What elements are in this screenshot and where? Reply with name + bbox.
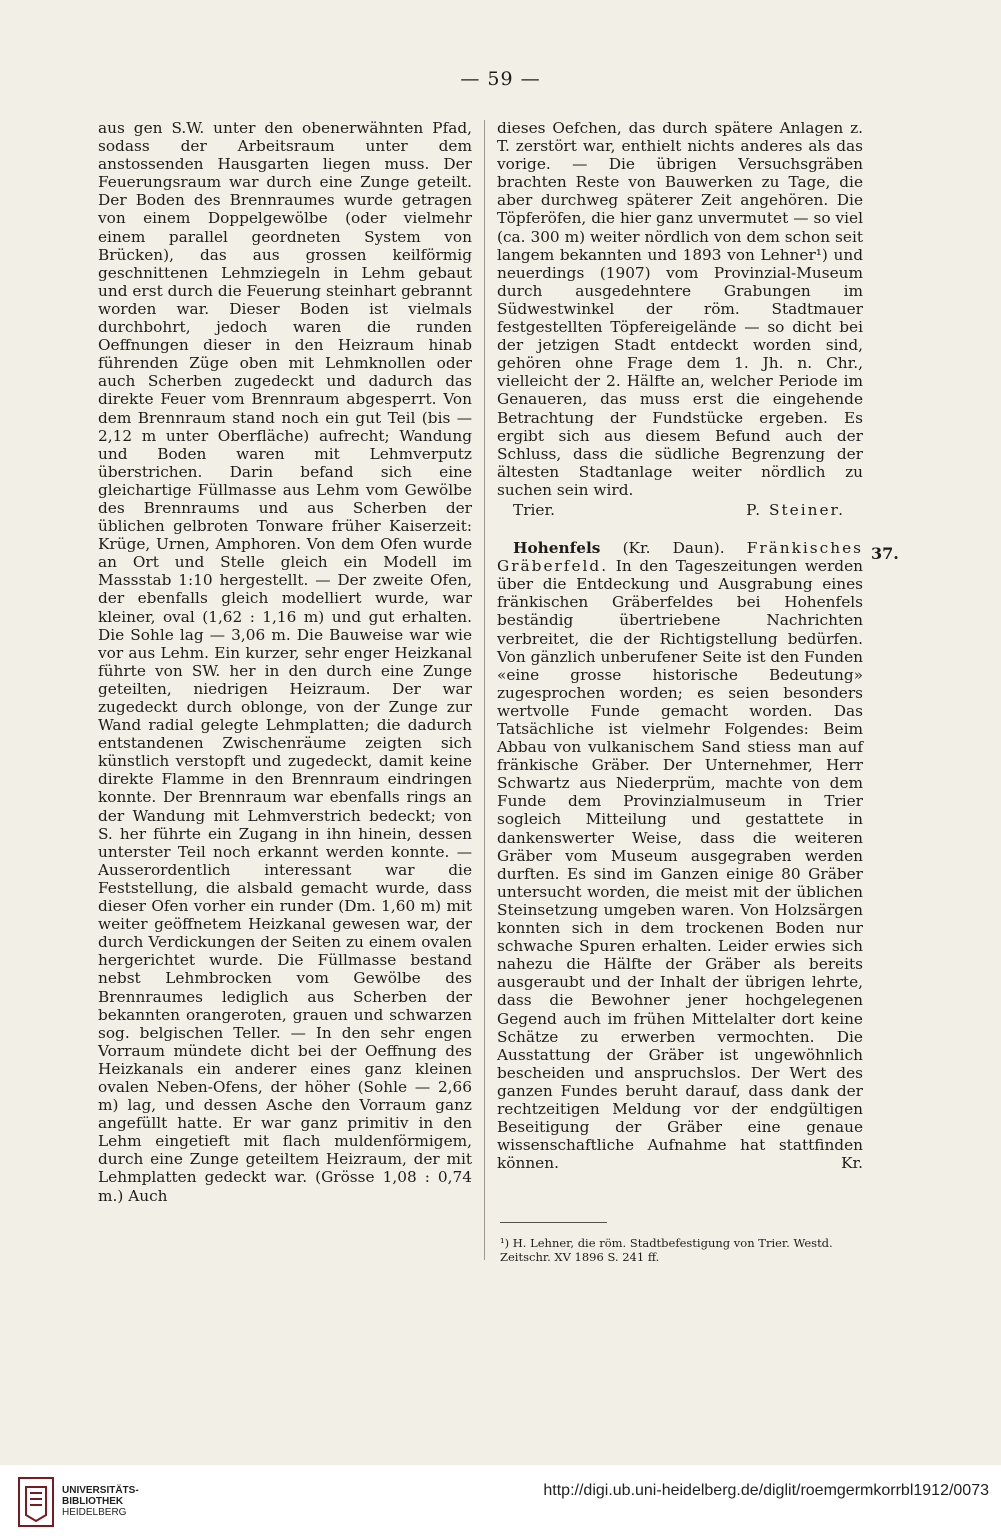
footnote-rule (500, 1222, 607, 1223)
library-name (62, 1485, 139, 1518)
footnote: ¹) H. Lehner, die röm. Stadtbefestigung von Trier. Westd. Zeitschr. XV 1896 S. 241 ff. (500, 1236, 833, 1264)
column-divider (484, 120, 485, 1260)
page-number: — 59 — (460, 68, 541, 90)
footer-bar (0, 1465, 1001, 1539)
section-heading-topic: Fränkisches Gräberfeld. (497, 539, 863, 576)
section-paragraph (497, 539, 863, 1172)
signature-place: Trier. (513, 500, 555, 519)
library-logo-icon (18, 1477, 54, 1527)
section-number: 37. (871, 544, 899, 563)
permalink-url[interactable]: http://digi.ub.uni-heidelberg.de/diglit/roemgermkorrbl1912/0073 (543, 1482, 989, 1499)
library-name-line-1: UNIVERSITÄTS- (62, 1485, 139, 1496)
article-signature (497, 501, 863, 519)
section-heading-place: Hohenfels (513, 539, 601, 558)
section-heading-district: (Kr. Daun). (622, 539, 725, 558)
right-column (497, 119, 863, 1172)
signature-author: P. Steiner. (746, 500, 845, 519)
library-name-line-3: HEIDELBERG (62, 1507, 127, 1518)
left-column (98, 119, 472, 1205)
right-column-paragraph-1: dieses Oefchen, das durch spätere Anlagen z. T. zerstört war, enthielt nichts anderes als das vorige. — Die übrigen Versuchsgräben brachten Reste von Bauwerken zu Tage, die aber durchweg späterer Zeit angehören. Die Töpferöfen, die hier ganz unvermutet — so viel (ca. 300 m) weiter nördlich von dem schon seit langem bekannten und 1893 von Lehner¹) und neuerdings (1907) vom Provinzial-Museum durch ausgedehntere Grabungen im Südwestwinkel der röm. Stadtmauer festgestellten Töpfereigelände — so dicht bei der jetzigen Stadt entdeckt worden sind, gehören ohne Frage dem 1. Jh. n. Chr., vielleicht der 2. Hälfte an, welcher Periode im Genaueren, das muss erst die eingehende Betrachtung der Fundstücke ergeben. Es ergibt sich aus diesem Befund auch der Schluss, dass die südliche Begrenzung der ältesten Stadtanlage weiter nördlich zu suchen sein wird. (497, 119, 863, 499)
paragraph-2-signature: Kr. (841, 1154, 863, 1173)
left-column-paragraph: aus gen S.W. unter den obenerwähnten Pfad, sodass der Arbeitsraum unter dem anstossenden Hausgarten liegen muss. Der Feuerungsraum war durch eine Zunge geteilt. Der Boden des Brennraumes wurde getragen von einem Doppelgewölbe (oder vielmehr einem parallel geordneten System von Brücken), das aus grossen keilförmig geschnittenen Lehmziegeln in Lehm gebaut und erst durch die Feuerung steinhart gebrannt worden war. Dieser Boden ist vielmals durchbohrt, jedoch waren die runden Oeffnungen dieser in den Heizraum hinab führenden Züge oben mit Lehmknollen oder auch Scherben zugedeckt und dadurch das direkte Feuer vom Brennraum abgesperrt. Von dem Brennraum stand noch ein gut Teil (bis — 2,12 m unter Oberfläche) aufrecht; Wandung und Boden waren mit Lehmverputz überstrichen. Darin befand sich eine gleichartige Füllmasse aus Lehm vom Gewölbe des Brennraums und aus Scherben der üblichen gelbroten Tonware früher Kaiserzeit: Krüge, Urnen, Amphoren. Von dem Ofen wurde an Ort und Stelle gleich ein Modell im Massstab 1:10 hergestellt. — Der zweite Ofen, der ebenfalls gleich modelliert wurde, war kleiner, oval (1,62 : 1,16 m) und gut erhalten. Die Sohle lag — 3,06 m. Die Bauweise war wie vor aus Lehm. Ein kurzer, sehr enger Heizkanal führte von SW. her in den durch eine Zunge geteilten, niedrigen Heizraum. Der war zugedeckt durch oblonge, von der Zunge zur Wand radial gelegte Lehmplatten; die dadurch entstandenen Zwischenräume zeigten sich künstlich verstopft und zugedeckt, damit keine direkte Flamme in den Brennraum eindringen konnte. Der Brennraum war ebenfalls rings an der Wandung mit Lehmverstrich bedeckt; von S. her führte ein Zugang in ihn hinein, dessen unterster Teil noch erkannt werden konnte. — Ausserordentlich interessant war die Feststellung, die alsbald gemacht wurde, dass dieser Ofen vorher ein runder (Dm. 1,60 m) mit weiter geöffnetem Heizkanal gewesen war, der durch Verdickungen der Seiten zu einem ovalen hergerichtet wurde. Die Füllmasse bestand nebst Lehmbrocken vom Gewölbe des Brennraumes lediglich aus Scherben der bekannten orangeroten, grauen und schwarzen sog. belgischen Teller. — In den sehr engen Vorraum mündete dicht bei der Oeffnung des Heizkanals ein anderer eines ganz kleinen ovalen Neben-Ofens, der höher (Sohle — 2,66 m) lag, und dessen Asche den Vorraum ganz angefüllt hatte. Er war ganz primitiv in den Lehm eingetieft mit flach muldenförmigem, durch eine Zunge geteiltem Heizraum, der mit Lehmplatten gedeckt war. (Grösse 1,08 : 0,74 m.) Auch (98, 119, 472, 1205)
library-name-line-2: BIBLIOTHEK (62, 1496, 124, 1507)
right-column-paragraph-2: In den Tageszeitungen werden über die Entdeckung und Ausgrabung eines fränkischen Gräberfeldes bei Hohenfels beständig übertriebene Nachrichten verbreitet, die der Richtigstellung bedürfen. Von gänzlich unberufener Seite ist den Funden «eine grosse historische Bedeutung» zugesprochen worden; es seien besonders wertvolle Funde gemacht worden. Das Tatsächliche ist vielmehr Folgendes: Beim Abbau von vulkanischem Sand stiess man auf fränkische Gräber. Der Unternehmer, Herr Schwartz aus Niederprüm, machte von dem Funde dem Provinzialmuseum in Trier sogleich Mitteilung und gestattete in dankenswerter Weise, dass die weiteren Gräber vom Museum ausgegraben werden durften. Es sind im Ganzen einige 80 Gräber untersucht worden, die meist mit der üblichen Steinsetzung umgeben waren. Von Holzsärgen konnten sich in dem trockenen Boden nur schwache Spuren erhalten. Leider erwies sich nahezu die Hälfte der Gräber als bereits ausgeraubt und der Inhalt der übrigen lehrte, dass die Bewohner jener hochgelegenen Gegend auch im frühen Mittelalter dort keine Schätze zu erwerben vermochten. Die Ausstattung der Gräber ist ungewöhnlich bescheiden und anspruchslos. Der Wert des ganzen Fundes beruht darauf, dass dank der rechtzeitigen Meldung vor der endgültigen Beseitigung der Gräber eine genaue wissenschaftliche Aufnahme hat stattfinden können. (497, 557, 863, 1173)
